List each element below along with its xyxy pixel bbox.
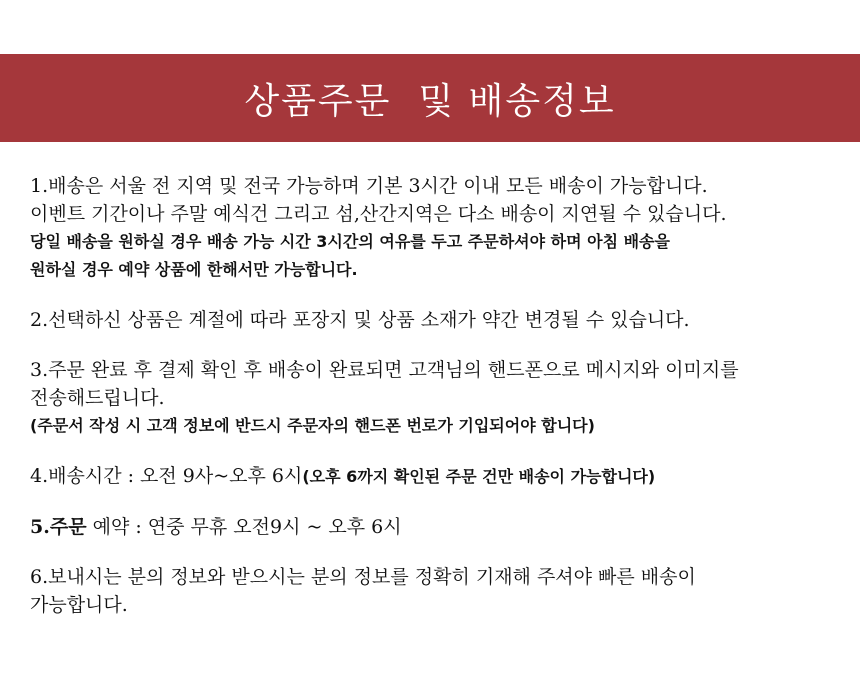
section-3-line-1: 3.주문 완료 후 결제 확인 후 배송이 완료되면 고객님의 핸드폰으로 메시지와 이미지를 xyxy=(30,359,739,381)
section-1-notice-1: 당일 배송을 원하실 경우 배송 가능 시간 3시간의 여유를 두고 주문하셔야 하며 아침 배송을 xyxy=(30,232,670,251)
section-4-hours: 4.배송시간 : 오전 9사~오후 6시 xyxy=(30,465,303,487)
section-5 xyxy=(30,513,840,541)
page-title: 상품주문 및 배송정보 xyxy=(244,80,616,122)
section-5-line xyxy=(30,513,840,541)
section-1-notice-2: 원하실 경우 예약 상품에 한해서만 가능합니다. xyxy=(30,260,358,279)
section-2 xyxy=(30,306,840,334)
section-2-line-1: 2.선택하신 상품은 계절에 따라 포장지 및 상품 소재가 약간 변경될 수 있습니다. xyxy=(30,309,690,331)
section-6-line-1: 6.보내시는 분의 정보와 받으시는 분의 정보를 정확히 기재해 주셔야 빠른 배송이 xyxy=(30,566,696,588)
section-6-line-2: 가능합니다. xyxy=(30,594,128,616)
section-5-label: 5.주문 xyxy=(30,516,87,538)
section-6 xyxy=(30,563,840,619)
section-3 xyxy=(30,356,840,440)
section-4-notice: (오후 6까지 확인된 주문 건만 배송이 가능합니다) xyxy=(302,467,656,486)
section-1-line-2: 이벤트 기간이나 주말 예식건 그리고 섬,산간지역은 다소 배송이 지연될 수 있습니다. xyxy=(30,203,727,225)
section-4-line xyxy=(30,462,840,491)
section-4 xyxy=(30,462,840,491)
section-1 xyxy=(30,172,840,284)
page-title-banner xyxy=(0,54,860,142)
delivery-info-content xyxy=(30,172,840,619)
section-1-line-1: 1.배송은 서울 전 지역 및 전국 가능하며 기본 3시간 이내 모든 배송이 가능합니다. xyxy=(30,175,708,197)
section-3-notice: (주문서 작성 시 고객 정보에 반드시 주문자의 핸드폰 번로가 기입되어야 합니다) xyxy=(30,416,595,435)
section-5-text: 예약 : 연중 무휴 오전9시 ~ 오후 6시 xyxy=(86,516,402,538)
section-3-line-2: 전송해드립니다. xyxy=(30,387,165,409)
